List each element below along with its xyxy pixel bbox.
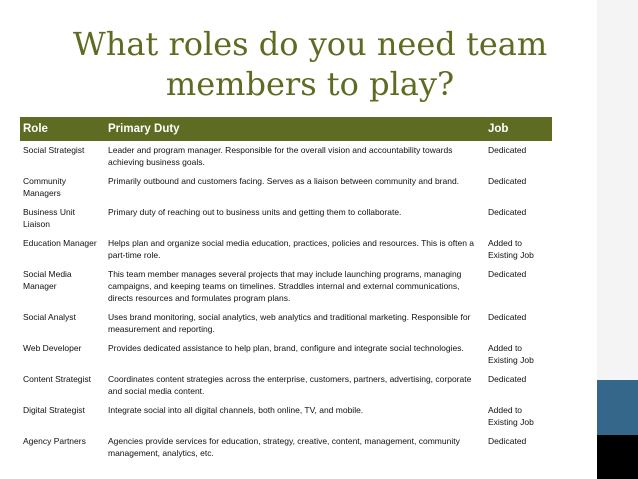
side-bar-grey-block <box>597 0 638 380</box>
table-row <box>20 339 552 370</box>
duty-cell: Provides dedicated assistance to help plan, brand, configure and integrate social technologies. <box>105 339 485 370</box>
duty-cell: Uses brand monitoring, social analytics, web analytics and traditional marketing. Responsible for measurement and reporting. <box>105 308 485 339</box>
header-primary-duty: Primary Duty <box>105 117 485 141</box>
duty-cell: Coordinates content strategies across the enterprise, customers, partners, advertising, corporate and social media content. <box>105 370 485 401</box>
job-cell: Dedicated <box>485 432 552 463</box>
header-job: Job <box>485 117 552 141</box>
decorative-side-bar <box>597 0 638 479</box>
duty-cell: Leader and program manager. Responsible for the overall vision and accountability towards achieving business goals. <box>105 141 485 172</box>
job-cell: Added to Existing Job <box>485 234 552 265</box>
job-cell: Dedicated <box>485 172 552 203</box>
job-cell: Added to Existing Job <box>485 401 552 432</box>
duty-cell: Integrate social into all digital channels, both online, TV, and mobile. <box>105 401 485 432</box>
table-row <box>20 432 552 463</box>
table-row <box>20 234 552 265</box>
header-role: Role <box>20 117 105 141</box>
role-cell: Business Unit Liaison <box>20 203 105 234</box>
duty-cell: Primarily outbound and customers facing. Serves as a liaison between community and brand. <box>105 172 485 203</box>
table-row <box>20 172 552 203</box>
table-row <box>20 370 552 401</box>
table-row <box>20 308 552 339</box>
duty-cell: This team member manages several projects that may include launching programs, managing campaigns, and keeping teams on timelines. Straddles internal and external communications, directs resources and formulates program plans. <box>105 265 485 308</box>
job-cell: Dedicated <box>485 203 552 234</box>
duty-cell: Agencies provide services for education, strategy, creative, content, management, community management, analytics, etc. <box>105 432 485 463</box>
table-row <box>20 141 552 172</box>
role-cell: Content Strategist <box>20 370 105 401</box>
duty-cell: Helps plan and organize social media education, practices, policies and resources. This is often a part-time role. <box>105 234 485 265</box>
role-cell: Agency Partners <box>20 432 105 463</box>
table-row <box>20 203 552 234</box>
slide-title: What roles do you need team members to play? <box>72 25 548 103</box>
role-cell: Web Developer <box>20 339 105 370</box>
job-cell: Added to Existing Job <box>485 339 552 370</box>
role-cell: Digital Strategist <box>20 401 105 432</box>
role-cell: Community Managers <box>20 172 105 203</box>
job-cell: Dedicated <box>485 308 552 339</box>
job-cell: Dedicated <box>485 141 552 172</box>
role-cell: Social Analyst <box>20 308 105 339</box>
table-row <box>20 265 552 308</box>
side-bar-blue-block <box>597 380 638 435</box>
table-header-row <box>20 117 552 141</box>
roles-table <box>20 117 552 463</box>
role-cell: Education Manager <box>20 234 105 265</box>
role-cell: Social Strategist <box>20 141 105 172</box>
table-row <box>20 401 552 432</box>
job-cell: Dedicated <box>485 265 552 308</box>
job-cell: Dedicated <box>485 370 552 401</box>
role-cell: Social Media Manager <box>20 265 105 308</box>
duty-cell: Primary duty of reaching out to business units and getting them to collaborate. <box>105 203 485 234</box>
